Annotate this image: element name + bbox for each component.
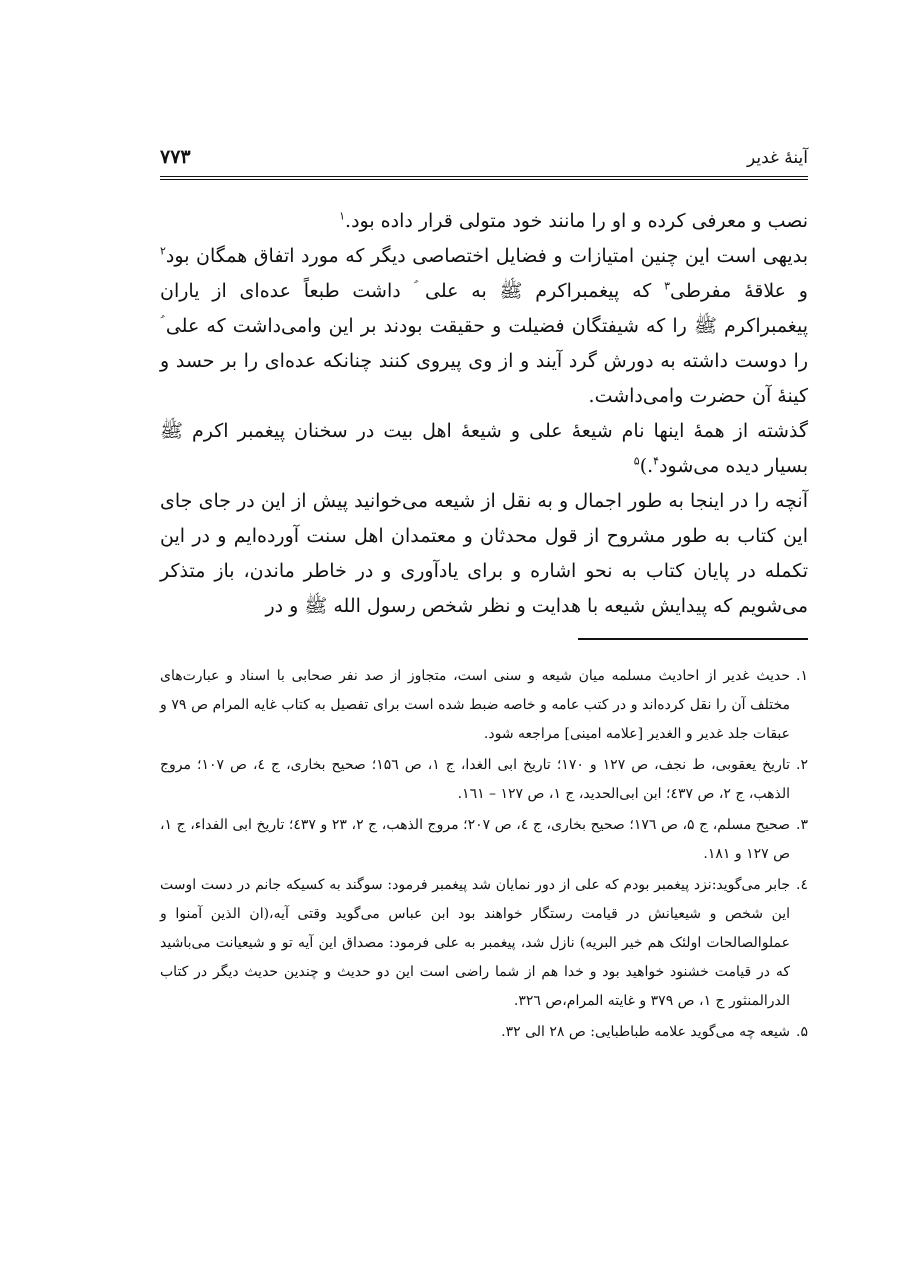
footnote-text: شیعه چه می‌گوید علامه طباطبایی: ص ۲۸ الی ۳۲. <box>501 1024 791 1040</box>
footnote-text: تاریخ یعقوبی، ط نجف، ص ۱۲۷ و ۱۷۰؛ تاریخ ابی الغدا، ج ۱، ص ۱۵٦؛ صحیح بخاری، ج ٤، ص ۱۰۷؛ مروج الذهب، ج ۲، ص ٤۳۷؛ ابن ابی‌الحدید، ج ۱، ص ۱۲۷ – ۱٦۱. <box>160 757 791 802</box>
paragraph-1-text: نصب و معرفی کرده و او را مانند خود متولی قرار داده بود. <box>345 210 808 232</box>
paragraph-3-text-a: گذشته از همهٔ اینها نام شیعهٔ علی و شیعهٔ اهل بیت در سخنان پیغمبر اکرم ﷺ بسیار دیده می‌شود <box>160 420 808 477</box>
footnote-ref-1: ۱ <box>339 209 346 223</box>
footnote-text: صحیح مسلم، ج ۵، ص ۱۷٦؛ صحیح بخاری، ج ٤، ص ۲۰۷؛ مروج الذهب، ج ۲، ۲۳ و ٤۳۷؛ تاریخ ابی الفداء، ج ۱، ص ۱۲۷ و ۱۸۱. <box>160 817 791 862</box>
footnote-item <box>160 811 808 869</box>
page-number: ۷۷۳ <box>160 146 191 168</box>
footnote-item <box>160 662 808 749</box>
book-title: آینهٔ غدیر <box>746 148 808 168</box>
footnote-number: ۲. <box>796 757 808 773</box>
footnote-ref-4: ۴ <box>653 454 660 468</box>
footnote-number: ۵. <box>796 1024 808 1040</box>
main-text <box>160 204 808 624</box>
footnote-text: حدیث غدیر از احادیث مسلمه میان شیعه و سنی است، متجاوز از صد نفر صحابی با اسناد و عبارت‌های مختلف آن را نقل کرده‌اند و در کتب عامه و خاصه ضبط شده است برای تفصیل به کتاب غایه المرام ص ۷۹ و عبقات جلد غدیر و الغدیر [علامه امینی] مراجعه شود. <box>160 668 791 742</box>
footnote-number: ۳. <box>796 817 808 833</box>
paragraph-2 <box>160 239 808 414</box>
footnote-item <box>160 751 808 809</box>
footnote-item <box>160 871 808 1016</box>
page <box>160 140 808 1049</box>
footnote-text: جابر می‌گوید:نزد پیغمبر بودم که علی از دور نمایان شد پیغمبر فرمود: سوگند به کسیکه جانم در دست اوست این شخص و شیعیانش در قیامت رستگار خواهند بود ابن عباس می‌گوید وقتی آیه،(ان الذین آمنوا و عملوالصالحات اولئک هم خیر البریه) نازل شد، پیغمبر به علی فرمود: مصداق این آیه تو و شیعیانت می‌باشید که در قیامت خشنود خواهید بود و خدا هم از شما راضی است این دو حدیث و چندین حدیث دیگر در کتاب الدرالمنثور ج ۱، ص ۳۷۹ و غایته المرام،ص ۳۲٦. <box>160 877 791 1009</box>
footnote-ref-3: ۳ <box>664 279 671 293</box>
header-divider <box>160 176 808 180</box>
paragraph-2-text-c: که پیغمبراکرم ﷺ به علی ؑ داشت طبعاً عده‌ای از یاران پیغمبراکرم ﷺ را که شیفتگان فضیلت و حقیقت بودند بر این وامی‌داشت که علی ؑ را دوست داشته به دورش گرد آیند و از وی پیروی کنند چنانکه عده‌ای را بر حسد و کینهٔ آن حضرت وامی‌داشت. <box>160 280 808 407</box>
paragraph-3-text-b: .) <box>639 455 654 477</box>
paragraph-1 <box>160 204 808 239</box>
footnote-number: ۱. <box>796 668 808 684</box>
footnotes-list <box>160 662 808 1047</box>
paragraph-2-text-a: بدیهی است این چنین امتیازات و فضایل اختصاصی دیگر که مورد اتفاق همگان بود <box>165 245 808 267</box>
footnote-separator <box>160 638 808 640</box>
footnote-rule <box>578 638 808 640</box>
paragraph-2-text-b: و علاقهٔ مفرطی <box>670 280 808 302</box>
footnote-item <box>160 1018 808 1047</box>
paragraph-4-text: آنچه را در اینجا به طور اجمال و به نقل از شیعه می‌خوانید پیش از این در جای جای این کتاب به طور مشروح از قول محدثان و معتمدان اهل سنت آورده‌ایم و در این تکمله در پایان کتاب به نحو اشاره و برای یادآوری و در خاطر ماندن، باز متذکر می‌شویم که پیدایش شیعه با هدایت و نظر شخص رسول الله ﷺ و در <box>160 490 808 617</box>
paragraph-3 <box>160 414 808 484</box>
footnote-ref-2: ۲ <box>160 244 166 258</box>
running-header <box>160 140 808 176</box>
paragraph-4 <box>160 484 808 624</box>
footnote-ref-5: ۵ <box>633 454 640 468</box>
footnote-number: ٤. <box>796 877 808 893</box>
